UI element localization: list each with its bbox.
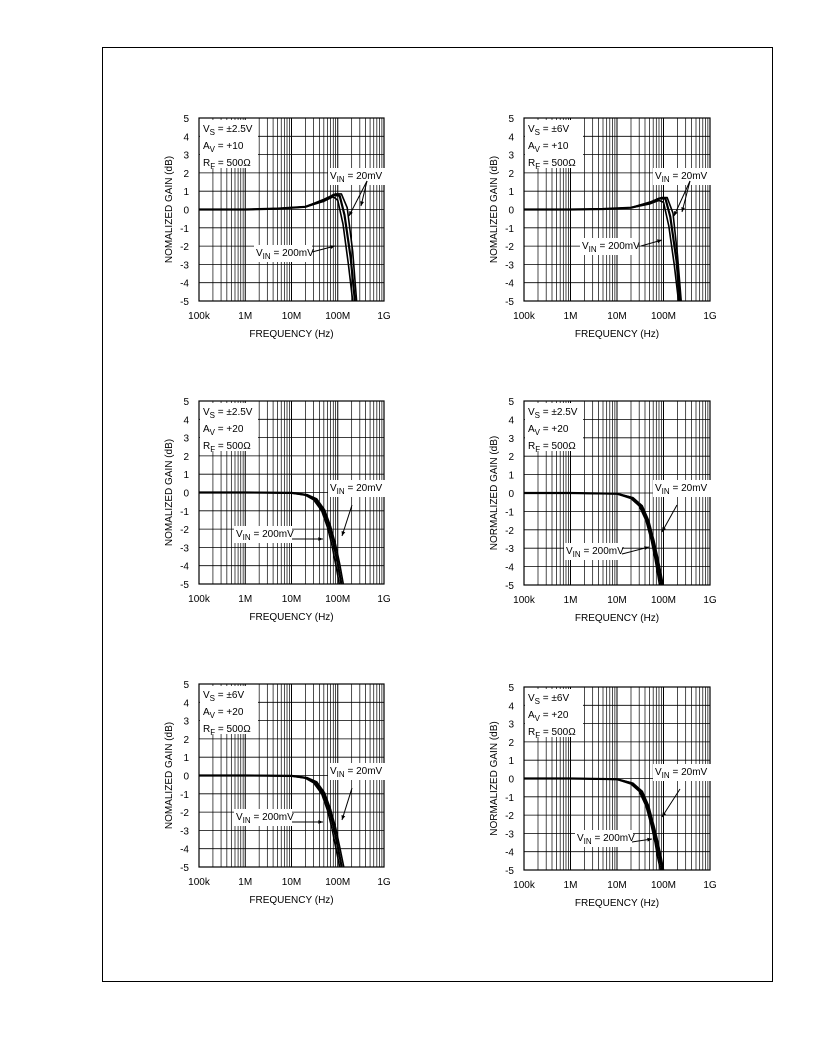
annotation-label: $V_{IN} = 20mV$ <box>330 766 383 779</box>
series-line-2 <box>524 779 662 871</box>
y-tick-label: -2 <box>505 525 514 537</box>
y-tick-label: 0 <box>183 771 189 783</box>
y-tick-label: -3 <box>505 260 514 272</box>
x-tick-label: 100M <box>650 880 677 891</box>
y-tick-label: -5 <box>180 580 189 591</box>
x-axis-title: FREQUENCY (Hz) <box>249 329 334 340</box>
x-tick-label: 1M <box>238 877 253 888</box>
y-tick-label: -3 <box>505 544 514 556</box>
x-axis-title: FREQUENCY (Hz) <box>574 898 660 909</box>
y-tick-label: 1 <box>508 756 514 768</box>
x-tick-label: 1M <box>563 311 578 322</box>
y-tick-label: -4 <box>505 847 514 859</box>
y-tick-label: -2 <box>180 808 189 820</box>
x-tick-label: 1G <box>377 877 391 888</box>
y-tick-label: 4 <box>508 132 514 144</box>
y-tick-label: -3 <box>505 829 514 841</box>
annotation-label: $V_{IN} = 200mV$ <box>577 833 635 846</box>
condition-label: $A_V = +20$ <box>203 707 244 720</box>
y-tick-label: -3 <box>180 543 189 555</box>
y-tick-label: 3 <box>508 719 514 731</box>
y-tick-label: 4 <box>183 698 189 710</box>
y-tick-label: 3 <box>183 716 189 728</box>
condition-label: $A_V = +20$ <box>203 424 244 437</box>
y-tick-label: 0 <box>183 205 189 217</box>
y-tick-label: 1 <box>508 187 514 199</box>
y-tick-label: 3 <box>183 433 189 445</box>
x-tick-label: 100k <box>513 595 535 606</box>
y-tick-label: -2 <box>505 242 514 254</box>
annotation-arrowhead <box>662 812 666 817</box>
x-tick-label: 100k <box>188 594 210 605</box>
y-tick-label: -5 <box>505 581 514 592</box>
x-tick-label: 10M <box>607 311 627 322</box>
condition-label: $V_S = \pm 2.5V$ <box>528 407 578 420</box>
y-tick-label: -5 <box>505 297 514 308</box>
series-line-3 <box>524 779 664 871</box>
condition-label: $A_V = +10$ <box>203 141 244 154</box>
x-tick-label: 100M <box>325 311 351 322</box>
y-tick-label: -2 <box>180 525 189 537</box>
y-tick-label: 4 <box>183 415 189 427</box>
x-tick-label: 1G <box>703 595 717 606</box>
y-axis-title: NORMALIZED GAIN (dB) <box>489 435 500 551</box>
annotation-label: $V_{IN} = 200mV$ <box>256 248 314 261</box>
chart-2 <box>489 114 739 340</box>
condition-label: $R_F = 500\Omega$ <box>203 441 251 454</box>
condition-label: $V_S = \pm 6V$ <box>203 690 245 703</box>
y-tick-label: 1 <box>183 753 189 765</box>
x-tick-label: 100M <box>650 311 677 322</box>
condition-label: $V_S = \pm 2.5V$ <box>203 407 253 420</box>
y-tick-label: 1 <box>508 470 514 482</box>
y-tick-label: 4 <box>508 701 514 713</box>
y-tick-label: 1 <box>183 470 189 482</box>
y-axis-title: NOMALIZED GAIN (dB) <box>164 155 175 264</box>
annotation-label: $V_{IN} = 20mV$ <box>330 483 383 496</box>
x-axis-title: FREQUENCY (Hz) <box>249 895 334 906</box>
y-tick-label: -4 <box>180 844 189 856</box>
annotation-label: $V_{IN} = 200mV$ <box>236 529 294 542</box>
x-tick-label: 1G <box>377 311 391 322</box>
annotation-label: $V_{IN} = 20mV$ <box>655 171 708 184</box>
x-axis-title: FREQUENCY (Hz) <box>574 329 660 340</box>
y-axis-title: NOMALIZED GAIN (dB) <box>489 155 500 264</box>
x-tick-label: 1G <box>703 311 717 322</box>
annotation-label: $V_{IN} = 20mV$ <box>655 483 708 496</box>
y-tick-label: -1 <box>180 506 189 518</box>
y-tick-label: 5 <box>183 397 189 408</box>
y-tick-label: 0 <box>508 774 514 786</box>
annotation-arrowhead <box>318 537 323 541</box>
annotation-label: $V_{IN} = 20mV$ <box>330 171 383 184</box>
y-tick-label: 3 <box>508 433 514 445</box>
y-tick-label: 0 <box>508 205 514 217</box>
annotation-arrowhead <box>342 815 346 820</box>
y-tick-label: 1 <box>183 187 189 199</box>
condition-label: $R_F = 500\Omega$ <box>528 441 576 454</box>
y-tick-label: 5 <box>508 683 514 694</box>
y-tick-label: -1 <box>505 507 514 519</box>
x-tick-label: 1G <box>377 594 391 605</box>
y-axis-title: NOMALIZED GAIN (dB) <box>164 438 175 547</box>
annotation-label: $V_{IN} = 20mV$ <box>655 767 708 780</box>
annotation-pointer <box>342 505 352 536</box>
y-tick-label: -4 <box>180 278 189 290</box>
y-tick-label: 2 <box>508 168 514 180</box>
condition-label: $R_F = 500\Omega$ <box>528 158 576 171</box>
y-axis-title: NORMALIZED GAIN (dB) <box>489 721 500 836</box>
condition-label: $A_V = +20$ <box>528 424 569 437</box>
y-tick-label: -3 <box>180 260 189 272</box>
x-tick-label: 1G <box>703 880 717 891</box>
y-tick-label: 2 <box>183 168 189 180</box>
x-tick-label: 100k <box>188 877 210 888</box>
y-axis-title: NOMALIZED GAIN (dB) <box>164 721 175 830</box>
condition-label: $V_S = \pm 6V$ <box>528 124 570 137</box>
x-tick-label: 1M <box>238 594 253 605</box>
chart-6 <box>489 683 739 909</box>
y-tick-label: 0 <box>183 488 189 500</box>
y-tick-label: 0 <box>508 489 514 500</box>
y-tick-label: -1 <box>180 223 189 235</box>
condition-label: $A_V = +10$ <box>528 141 569 154</box>
x-tick-label: 100M <box>650 595 677 606</box>
series-line-3 <box>524 493 663 585</box>
y-tick-label: 3 <box>183 150 189 162</box>
x-tick-label: 100k <box>513 311 535 322</box>
x-tick-label: 10M <box>281 311 302 322</box>
x-tick-label: 1M <box>238 311 253 322</box>
x-tick-label: 10M <box>281 594 302 605</box>
y-tick-label: -1 <box>505 792 514 804</box>
x-tick-label: 100M <box>325 877 351 888</box>
y-tick-label: -1 <box>505 223 514 235</box>
chart-1 <box>164 114 414 340</box>
annotation-pointer <box>342 788 352 820</box>
chart-5 <box>164 680 414 906</box>
y-tick-label: -2 <box>180 242 189 254</box>
y-tick-label: 5 <box>183 680 189 691</box>
y-tick-label: 4 <box>508 415 514 427</box>
y-tick-label: -4 <box>180 561 189 573</box>
y-tick-label: 2 <box>183 734 189 746</box>
y-tick-label: 5 <box>508 114 514 125</box>
y-tick-label: -1 <box>180 789 189 801</box>
x-tick-label: 100k <box>513 880 535 891</box>
x-axis-title: FREQUENCY (Hz) <box>249 612 334 623</box>
condition-label: $V_S = \pm 2.5V$ <box>203 124 253 137</box>
y-tick-label: 5 <box>183 114 189 125</box>
x-tick-label: 100M <box>325 594 351 605</box>
chart-3 <box>164 397 414 623</box>
condition-label: $R_F = 500\Omega$ <box>203 158 251 171</box>
annotation-label: $V_{IN} = 200mV$ <box>566 546 624 559</box>
annotation-arrowhead <box>342 531 346 536</box>
condition-label: $R_F = 500\Omega$ <box>203 724 251 737</box>
y-tick-label: 2 <box>508 737 514 749</box>
condition-label: $R_F = 500\Omega$ <box>528 727 576 740</box>
y-tick-label: -4 <box>505 278 514 290</box>
x-axis-title: FREQUENCY (Hz) <box>574 613 660 624</box>
x-tick-label: 10M <box>607 595 627 606</box>
y-tick-label: 4 <box>183 132 189 144</box>
x-tick-label: 100k <box>188 311 210 322</box>
condition-label: $A_V = +20$ <box>528 710 569 723</box>
chart-4 <box>489 397 739 624</box>
y-tick-label: -5 <box>505 866 514 877</box>
y-tick-label: -5 <box>180 863 189 874</box>
y-tick-label: 2 <box>508 452 514 464</box>
annotation-label: $V_{IN} = 200mV$ <box>582 241 640 254</box>
x-tick-label: 1M <box>563 595 578 606</box>
y-tick-label: -3 <box>180 826 189 838</box>
y-tick-label: -2 <box>505 811 514 823</box>
x-tick-label: 10M <box>281 877 302 888</box>
y-tick-label: 5 <box>508 397 514 408</box>
y-tick-label: 2 <box>183 451 189 463</box>
y-tick-label: 3 <box>508 150 514 162</box>
y-tick-label: -5 <box>180 297 189 308</box>
x-tick-label: 10M <box>607 880 627 891</box>
y-tick-label: -4 <box>505 562 514 574</box>
annotation-label: $V_{IN} = 200mV$ <box>236 812 294 825</box>
condition-label: $V_S = \pm 6V$ <box>528 693 570 706</box>
x-tick-label: 1M <box>563 880 578 891</box>
annotation-pointer <box>662 505 677 532</box>
annotation-arrowhead <box>318 820 323 824</box>
